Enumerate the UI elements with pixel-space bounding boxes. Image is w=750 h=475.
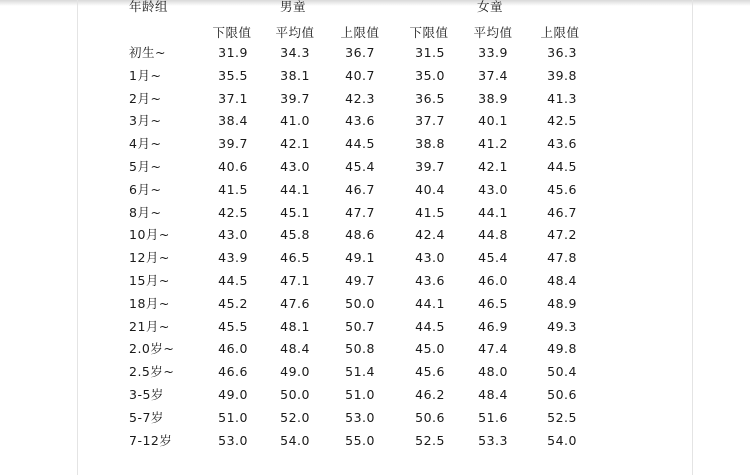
table-cell: 45.4 bbox=[478, 250, 508, 265]
table-cell: 41.2 bbox=[478, 136, 508, 151]
table-cell: 47.2 bbox=[547, 227, 577, 242]
table-cell: 44.5 bbox=[547, 159, 577, 174]
top-shadow bbox=[0, 0, 750, 6]
table-cell: 49.1 bbox=[345, 250, 375, 265]
table-cell: 49.7 bbox=[345, 273, 375, 288]
table-cell: 46.7 bbox=[547, 205, 577, 220]
table-cell: 42.5 bbox=[547, 113, 577, 128]
table-cell: 53.3 bbox=[478, 433, 508, 448]
table-cell: 41.5 bbox=[218, 182, 248, 197]
table-cell: 38.9 bbox=[478, 91, 508, 106]
table-cell: 42.5 bbox=[218, 205, 248, 220]
row-label: 1月~ bbox=[129, 68, 162, 83]
row-label: 5-7岁 bbox=[129, 410, 164, 425]
table-cell: 47.7 bbox=[345, 205, 375, 220]
table-cell: 50.4 bbox=[547, 364, 577, 379]
row-label: 5月~ bbox=[129, 159, 162, 174]
table-cell: 53.0 bbox=[218, 433, 248, 448]
column-header: 下限值 bbox=[409, 25, 449, 40]
table-cell: 45.6 bbox=[415, 364, 445, 379]
table-cell: 49.0 bbox=[218, 387, 248, 402]
table-cell: 37.7 bbox=[415, 113, 445, 128]
row-label: 2.0岁~ bbox=[129, 341, 175, 356]
table-cell: 43.6 bbox=[415, 273, 445, 288]
table-cell: 40.6 bbox=[218, 159, 248, 174]
table-cell: 36.5 bbox=[415, 91, 445, 106]
table-cell: 31.9 bbox=[218, 45, 248, 60]
table-cell: 46.5 bbox=[280, 250, 310, 265]
table-cell: 45.5 bbox=[218, 319, 248, 334]
table-cell: 48.4 bbox=[547, 273, 577, 288]
table-cell: 44.5 bbox=[218, 273, 248, 288]
table-cell: 48.0 bbox=[478, 364, 508, 379]
table-cell: 43.9 bbox=[218, 250, 248, 265]
table-cell: 47.8 bbox=[547, 250, 577, 265]
table-cell: 37.4 bbox=[478, 68, 508, 83]
row-label: 3-5岁 bbox=[129, 387, 164, 402]
table-cell: 46.5 bbox=[478, 296, 508, 311]
age-group-header: 年龄组 bbox=[129, 0, 169, 14]
table-cell: 54.0 bbox=[280, 433, 310, 448]
table-cell: 52.0 bbox=[280, 410, 310, 425]
table-cell: 40.7 bbox=[345, 68, 375, 83]
row-label: 15月~ bbox=[129, 273, 170, 288]
table-cell: 50.8 bbox=[345, 341, 375, 356]
table-cell: 45.6 bbox=[547, 182, 577, 197]
table-cell: 52.5 bbox=[547, 410, 577, 425]
table-cell: 35.5 bbox=[218, 68, 248, 83]
table-cell: 33.9 bbox=[478, 45, 508, 60]
table-cell: 45.8 bbox=[280, 227, 310, 242]
table-cell: 41.5 bbox=[415, 205, 445, 220]
table-cell: 49.8 bbox=[547, 341, 577, 356]
table-cell: 43.6 bbox=[547, 136, 577, 151]
table-cell: 44.8 bbox=[478, 227, 508, 242]
table-cell: 43.0 bbox=[218, 227, 248, 242]
table-cell: 46.9 bbox=[478, 319, 508, 334]
table-cell: 40.4 bbox=[415, 182, 445, 197]
column-header: 上限值 bbox=[540, 25, 580, 40]
column-header: 上限值 bbox=[340, 25, 380, 40]
row-label: 12月~ bbox=[129, 250, 170, 265]
table-cell: 39.7 bbox=[218, 136, 248, 151]
row-label: 10月~ bbox=[129, 227, 170, 242]
table-cell: 44.1 bbox=[415, 296, 445, 311]
table-cell: 43.0 bbox=[280, 159, 310, 174]
table-cell: 39.8 bbox=[547, 68, 577, 83]
column-header: 平均值 bbox=[275, 25, 315, 40]
table-cell: 45.4 bbox=[345, 159, 375, 174]
table-cell: 46.0 bbox=[218, 341, 248, 356]
row-label: 6月~ bbox=[129, 182, 162, 197]
table-cell: 51.0 bbox=[218, 410, 248, 425]
table-cell: 38.4 bbox=[218, 113, 248, 128]
group-header: 女童 bbox=[476, 0, 503, 14]
table-cell: 34.3 bbox=[280, 45, 310, 60]
table-cell: 43.0 bbox=[415, 250, 445, 265]
table-cell: 45.1 bbox=[280, 205, 310, 220]
table-cell: 48.1 bbox=[280, 319, 310, 334]
table-cell: 45.2 bbox=[218, 296, 248, 311]
table-cell: 38.8 bbox=[415, 136, 445, 151]
table-cell: 41.0 bbox=[280, 113, 310, 128]
row-label: 3月~ bbox=[129, 113, 162, 128]
table-cell: 53.0 bbox=[345, 410, 375, 425]
row-label: 8月~ bbox=[129, 205, 162, 220]
table-cell: 46.6 bbox=[218, 364, 248, 379]
table-cell: 44.1 bbox=[478, 205, 508, 220]
table-cell: 42.3 bbox=[345, 91, 375, 106]
table-cell: 44.1 bbox=[280, 182, 310, 197]
table-cell: 45.0 bbox=[415, 341, 445, 356]
column-header: 下限值 bbox=[212, 25, 252, 40]
table-cell: 51.4 bbox=[345, 364, 375, 379]
table-cell: 42.1 bbox=[280, 136, 310, 151]
table-cell: 52.5 bbox=[415, 433, 445, 448]
table-cell: 39.7 bbox=[415, 159, 445, 174]
table-cell: 43.6 bbox=[345, 113, 375, 128]
table-cell: 36.7 bbox=[345, 45, 375, 60]
table-cell: 47.6 bbox=[280, 296, 310, 311]
table-cell: 41.3 bbox=[547, 91, 577, 106]
table-cell: 46.0 bbox=[478, 273, 508, 288]
table-cell: 43.0 bbox=[478, 182, 508, 197]
table-cell: 36.3 bbox=[547, 45, 577, 60]
right-border bbox=[692, 0, 693, 475]
table-cell: 47.1 bbox=[280, 273, 310, 288]
table-cell: 55.0 bbox=[345, 433, 375, 448]
table-cell: 48.4 bbox=[478, 387, 508, 402]
table-cell: 49.0 bbox=[280, 364, 310, 379]
row-label: 2月~ bbox=[129, 91, 162, 106]
table-cell: 49.3 bbox=[547, 319, 577, 334]
table-cell: 48.4 bbox=[280, 341, 310, 356]
table-cell: 44.5 bbox=[415, 319, 445, 334]
table-cell: 46.7 bbox=[345, 182, 375, 197]
table-cell: 35.0 bbox=[415, 68, 445, 83]
table-cell: 50.0 bbox=[280, 387, 310, 402]
row-label: 7-12岁 bbox=[129, 433, 173, 448]
row-label: 18月~ bbox=[129, 296, 170, 311]
table-cell: 50.7 bbox=[345, 319, 375, 334]
table-cell: 31.5 bbox=[415, 45, 445, 60]
table-cell: 37.1 bbox=[218, 91, 248, 106]
table-cell: 51.0 bbox=[345, 387, 375, 402]
table-cell: 48.6 bbox=[345, 227, 375, 242]
row-label: 4月~ bbox=[129, 136, 162, 151]
table-cell: 47.4 bbox=[478, 341, 508, 356]
group-header: 男童 bbox=[279, 0, 306, 14]
table-cell: 42.1 bbox=[478, 159, 508, 174]
table-cell: 44.5 bbox=[345, 136, 375, 151]
table-cell: 38.1 bbox=[280, 68, 310, 83]
table-cell: 50.6 bbox=[415, 410, 445, 425]
row-label: 初生~ bbox=[129, 45, 166, 60]
table-cell: 46.2 bbox=[415, 387, 445, 402]
table-cell: 54.0 bbox=[547, 433, 577, 448]
table-cell: 42.4 bbox=[415, 227, 445, 242]
table-cell: 39.7 bbox=[280, 91, 310, 106]
table-cell: 50.6 bbox=[547, 387, 577, 402]
column-header: 平均值 bbox=[473, 25, 513, 40]
table-cell: 51.6 bbox=[478, 410, 508, 425]
table-cell: 50.0 bbox=[345, 296, 375, 311]
table-cell: 48.9 bbox=[547, 296, 577, 311]
table-cell: 40.1 bbox=[478, 113, 508, 128]
row-label: 21月~ bbox=[129, 319, 170, 334]
left-border bbox=[77, 0, 78, 475]
row-label: 2.5岁~ bbox=[129, 364, 175, 379]
